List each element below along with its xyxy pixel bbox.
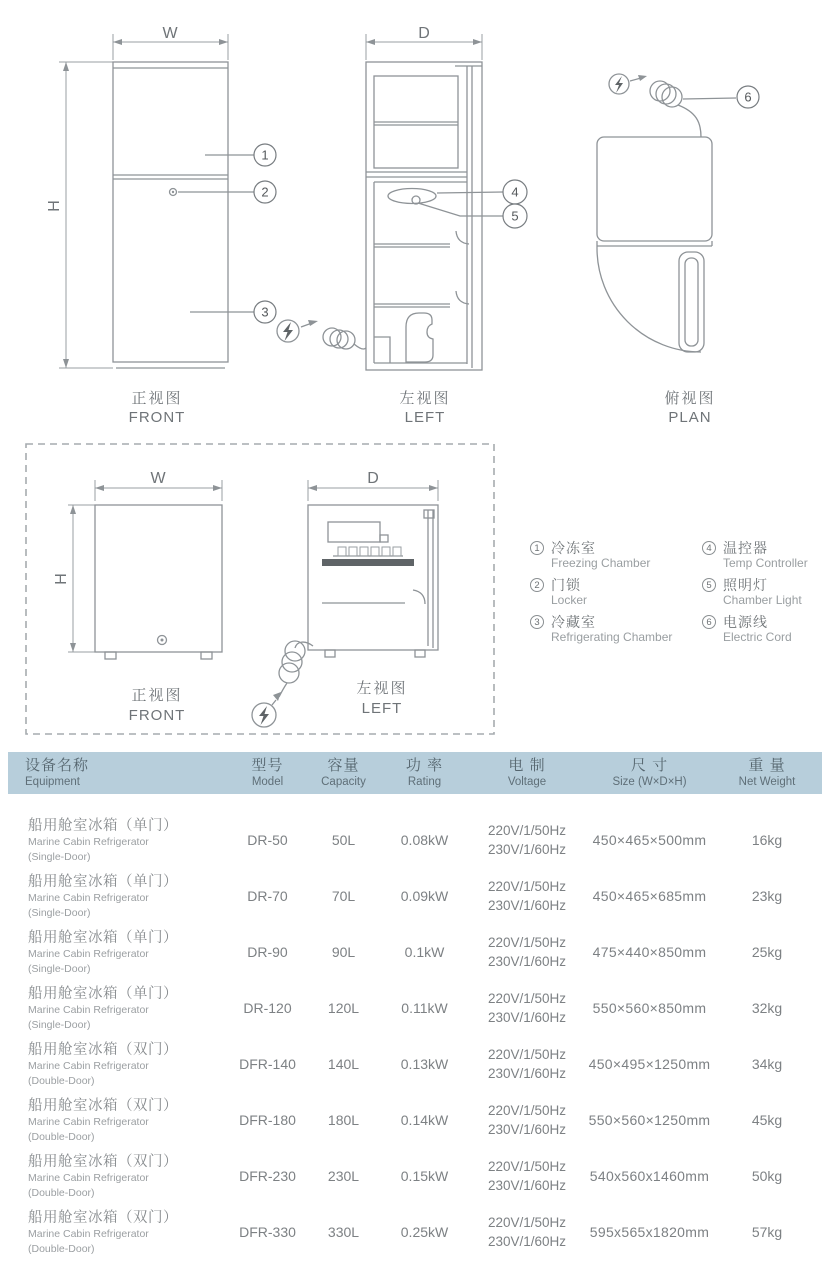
single-door-views-drawing [25,443,495,735]
door-lock-mark [158,636,167,645]
legend-num-3: 3 [530,615,544,629]
callout-3: 3 [261,304,269,320]
legend-en-4: Temp Controller [723,556,808,570]
legend-cn-6: 电源线 [723,614,768,630]
legend-item-chamber-light [702,577,830,608]
weight-value: 32kg [751,1000,783,1016]
model-value: DFR-140 [239,1056,296,1072]
door-lock-mark [170,189,177,196]
model-value: DFR-180 [239,1112,296,1128]
left-view-label-en: LEFT [361,700,403,717]
legend-item-freezing-chamber [530,540,702,571]
spec-table-header [8,752,822,794]
model-value: DR-70 [247,888,288,904]
size-value: 550×560×850mm [592,1000,707,1016]
legend-cn-5: 照明灯 [723,577,768,593]
left-view-double-door [366,25,527,426]
capacity-value: 90L [331,944,356,960]
legend-num-6: 6 [702,615,716,629]
voltage-value: 220V/1/50Hz 230V/1/60Hz [487,879,567,913]
header-size: 尺 寸 Size (W×D×H) [612,757,687,788]
rating-value: 0.15kW [400,1168,449,1184]
callout-1: 1 [261,147,269,163]
weight-value: 23kg [751,888,783,904]
legend-item-refrigerating-chamber [530,614,702,645]
header-voltage: 电 制 Voltage [507,757,547,788]
dim-h-label: H [46,200,63,212]
weight-value: 50kg [751,1168,783,1184]
left-view-single-door [252,470,438,727]
weight-value: 25kg [751,944,783,960]
capacity-value: 140L [327,1056,360,1072]
equipment-name: 船用舱室冰箱（双门） Marine Cabin Refrigerator (Double-Door) [28,1209,178,1255]
dim-w-label: W [162,25,178,42]
left-view-label-cn: 左视图 [356,680,408,697]
legend-item-temp-controller [702,540,830,571]
front-view-label-cn: 正视图 [131,687,183,704]
single-door-drawings-box [25,443,495,735]
legend-en-2: Locker [551,593,588,607]
legend-en-6: Electric Cord [723,630,792,644]
front-view-label-cn: 正视图 [131,390,183,407]
voltage-value: 220V/1/50Hz 230V/1/60Hz [487,991,567,1025]
voltage-value: 220V/1/50Hz 230V/1/60Hz [487,823,567,857]
legend-column-2 [702,540,830,651]
model-value: DR-50 [247,832,288,848]
rating-value: 0.14kW [400,1112,449,1128]
size-value: 450×495×1250mm [588,1056,711,1072]
rating-value: 0.25kW [400,1224,449,1240]
left-view-label-cn: 左视图 [399,390,451,407]
callout-5: 5 [511,208,519,224]
model-value: DR-120 [243,1000,292,1016]
power-plug-icon [252,641,313,727]
size-value: 475×440×850mm [592,944,707,960]
table-row-dfr-230 [8,1148,822,1204]
legend-en-5: Chamber Light [723,593,802,607]
drawings-top-section [0,0,830,430]
callout-6: 6 [744,89,752,105]
legend-cn-2: 门锁 [551,577,581,593]
capacity-value: 330L [327,1224,360,1240]
rating-value: 0.1kW [404,944,445,960]
compressor-outline [406,313,433,362]
table-row-dr-70 [8,868,822,924]
table-row-dr-50 [8,812,822,868]
model-value: DR-90 [247,944,288,960]
capacity-value: 70L [331,888,356,904]
header-weight: 重 量 Net Weight [738,757,796,788]
legend-en-3: Refrigerating Chamber [551,630,673,644]
size-value: 595x565x1820mm [589,1224,710,1240]
model-value: DFR-230 [239,1168,296,1184]
dim-w-label: W [150,470,166,487]
equipment-name: 船用舱室冰箱（单门） Marine Cabin Refrigerator (Single-Door) [28,873,178,919]
dim-d-label: D [418,25,430,42]
legend-num-5: 5 [702,578,716,592]
rating-value: 0.13kW [400,1056,449,1072]
rating-value: 0.08kW [400,832,449,848]
voltage-value: 220V/1/50Hz 230V/1/60Hz [487,935,567,969]
table-row-dr-90 [8,924,822,980]
table-row-dr-120 [8,980,822,1036]
table-row-dfr-330 [8,1204,822,1260]
dim-d-label: D [367,470,379,487]
spec-table-body [8,812,822,1260]
equipment-name: 船用舱室冰箱（双门） Marine Cabin Refrigerator (Double-Door) [28,1097,178,1143]
weight-value: 34kg [751,1056,783,1072]
plan-view-label-cn: 俯视图 [664,390,716,407]
power-plug-icon [277,320,366,349]
legend-en-1: Freezing Chamber [551,556,651,570]
voltage-value: 220V/1/50Hz 230V/1/60Hz [487,1159,567,1193]
legend-column-1 [530,540,702,651]
header-capacity: 容量 Capacity [321,757,366,788]
capacity-value: 120L [327,1000,360,1016]
weight-value: 57kg [751,1224,783,1240]
parts-legend [530,540,830,651]
callout-2: 2 [261,184,269,200]
spec-table [8,752,822,1260]
plan-view-double-door [597,74,759,426]
table-row-dfr-180 [8,1092,822,1148]
equipment-name: 船用舱室冰箱（单门） Marine Cabin Refrigerator (Single-Door) [28,929,178,975]
voltage-value: 220V/1/50Hz 230V/1/60Hz [487,1103,567,1137]
equipment-name: 船用舱室冰箱（单门） Marine Cabin Refrigerator (Single-Door) [28,985,178,1031]
legend-cn-3: 冷藏室 [551,614,596,630]
legend-num-1: 1 [530,541,544,555]
capacity-value: 50L [331,832,356,848]
open-door-panel [679,252,704,352]
legend-item-electric-cord [702,614,830,645]
capacity-value: 230L [327,1168,360,1184]
plan-view-label-en: PLAN [668,409,712,426]
size-value: 550×560×1250mm [588,1112,711,1128]
legend-cn-1: 冷冻室 [551,540,596,556]
header-equipment: 设备名称 Equipment [25,757,90,788]
capacity-value: 180L [327,1112,360,1128]
legend-cn-4: 温控器 [723,540,768,556]
size-value: 540x560x1460mm [589,1168,710,1184]
legend-item-locker [530,577,702,608]
front-view-single-door [53,470,222,724]
header-model: 型号 Model [251,757,284,788]
size-value: 450×465×500mm [592,832,707,848]
equipment-name: 船用舱室冰箱（双门） Marine Cabin Refrigerator (Double-Door) [28,1153,178,1199]
dim-h-label: H [53,573,70,585]
equipment-name: 船用舱室冰箱（单门） Marine Cabin Refrigerator (Single-Door) [28,817,178,863]
header-rating: 功 率 Rating [405,757,444,788]
front-view-label-en: FRONT [128,707,186,724]
weight-value: 45kg [751,1112,783,1128]
table-row-dfr-140 [8,1036,822,1092]
shelf-bar [322,559,414,566]
legend-num-4: 4 [702,541,716,555]
voltage-value: 220V/1/50Hz 230V/1/60Hz [487,1047,567,1081]
left-view-label-en: LEFT [404,409,446,426]
front-view-label-en: FRONT [128,409,186,426]
power-plug-icon [609,74,682,107]
model-value: DFR-330 [239,1224,296,1240]
legend-num-2: 2 [530,578,544,592]
front-view-double-door [46,25,276,426]
voltage-value: 220V/1/50Hz 230V/1/60Hz [487,1215,567,1249]
weight-value: 16kg [751,832,783,848]
rating-value: 0.11kW [401,1000,448,1016]
equipment-name: 船用舱室冰箱（双门） Marine Cabin Refrigerator (Double-Door) [28,1041,178,1087]
double-door-views-drawing [0,0,830,430]
callout-4: 4 [511,184,519,200]
size-value: 450×465×685mm [592,888,707,904]
rating-value: 0.09kW [400,888,449,904]
